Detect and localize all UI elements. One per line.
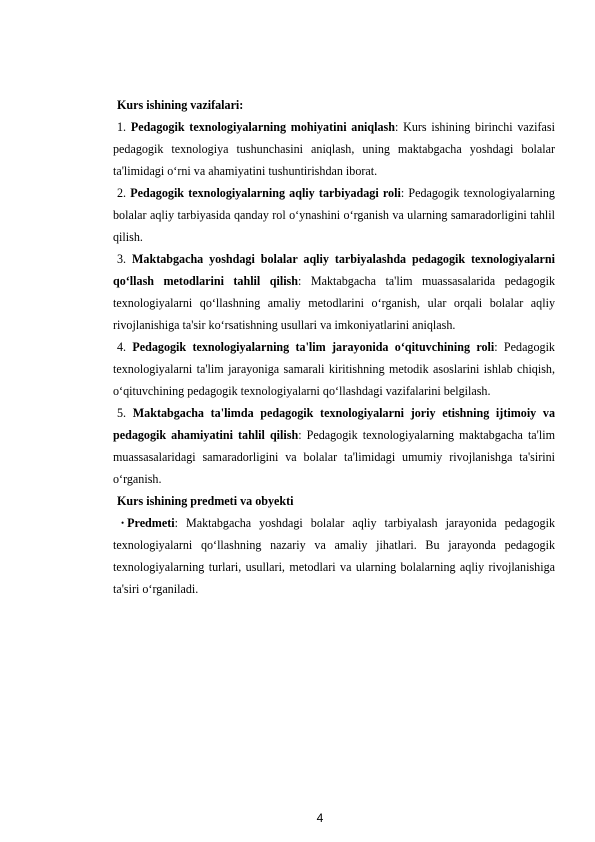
bullet-icon: •: [121, 518, 125, 528]
section-heading-tasks: Kurs ishining vazifalari:: [117, 98, 244, 112]
bullet-text: : Maktabgacha yoshdagi bolalar aqliy tarbiyalash jarayonida pedagogik texnologiyalarni qo‘llashning nazariy va amaliy jihatlari. Bu jarayonda pedagogik texnologiyalarning turlari, usullari, metodlari va ularning bolalarning aqliy rivojlanishiga ta'siri o‘rganiladi.: [113, 516, 555, 596]
page-number: 4: [316, 811, 324, 825]
task-number: 1.: [117, 120, 127, 134]
task-item-1: [113, 116, 555, 182]
task-text: : Pedagogik texnologiyalarning maktabgacha ta'lim muassasalaridagi samaradorligini va bolalar ta'limidagi umumiy rivojlanishga ta'sirini o‘rganish.: [113, 428, 555, 486]
task-item-3: [113, 248, 555, 336]
task-number: 2.: [117, 186, 127, 200]
task-title: Maktabgacha ta'limda pedagogik texnologiyalarni joriy etishning ijtimoiy va pedagogik ahamiyatini tahlil qilish: [113, 406, 555, 442]
section-heading-subject: Kurs ishining predmeti va obyekti: [117, 494, 294, 508]
task-item-5: [113, 402, 555, 490]
subject-bullet-item: [113, 512, 555, 600]
bullet-title: Predmeti: [127, 516, 175, 530]
task-item-2: [113, 182, 555, 248]
task-title: Pedagogik texnologiyalarning ta'lim jarayonida o‘qituvchining roli: [132, 340, 495, 354]
task-text: : Kurs ishining birinchi vazifasi pedagogik texnologiya tushunchasini aniqlash, uning maktabgacha yoshdagi bolalar ta'limidagi o‘rni va ahamiyatini tushuntirishdan iborat.: [113, 120, 555, 178]
task-number: 4.: [117, 340, 127, 354]
task-title: Maktabgacha yoshdagi bolalar aqliy tarbiyalashda pedagogik texnologiyalarni qo‘llash metodlarini tahlil qilish: [113, 252, 555, 288]
task-text: : Pedagogik texnologiyalarning bolalar aqliy tarbiyasida qanday rol o‘ynashini o‘rganish va ularning samaradorligini tahlil qilish.: [113, 186, 555, 244]
task-text: : Pedagogik texnologiyalarni ta'lim jarayoniga samarali kiritishning metodik asoslarini ishlab chiqish, o‘qituvchining pedagogik texnologiyalarni qo‘llashdagi vazifalarini belgilash.: [113, 340, 555, 398]
page-content: [113, 94, 555, 600]
task-item-4: [113, 336, 555, 402]
task-text: : Maktabgacha ta'lim muassasalarida pedagogik texnologiyalarni qo‘llashning amaliy metodlarini o‘rganish, ular orqali bolalar aqliy rivojlanishiga ta'sir ko‘rsatishning usullari va imkoniyatlarini aniqlash.: [113, 274, 555, 332]
task-title: Pedagogik texnologiyalarning mohiyatini aniqlash: [130, 120, 395, 134]
task-number: 5.: [117, 406, 127, 420]
task-number: 3.: [117, 252, 127, 266]
task-title: Pedagogik texnologiyalarning aqliy tarbiyadagi roli: [130, 186, 401, 200]
